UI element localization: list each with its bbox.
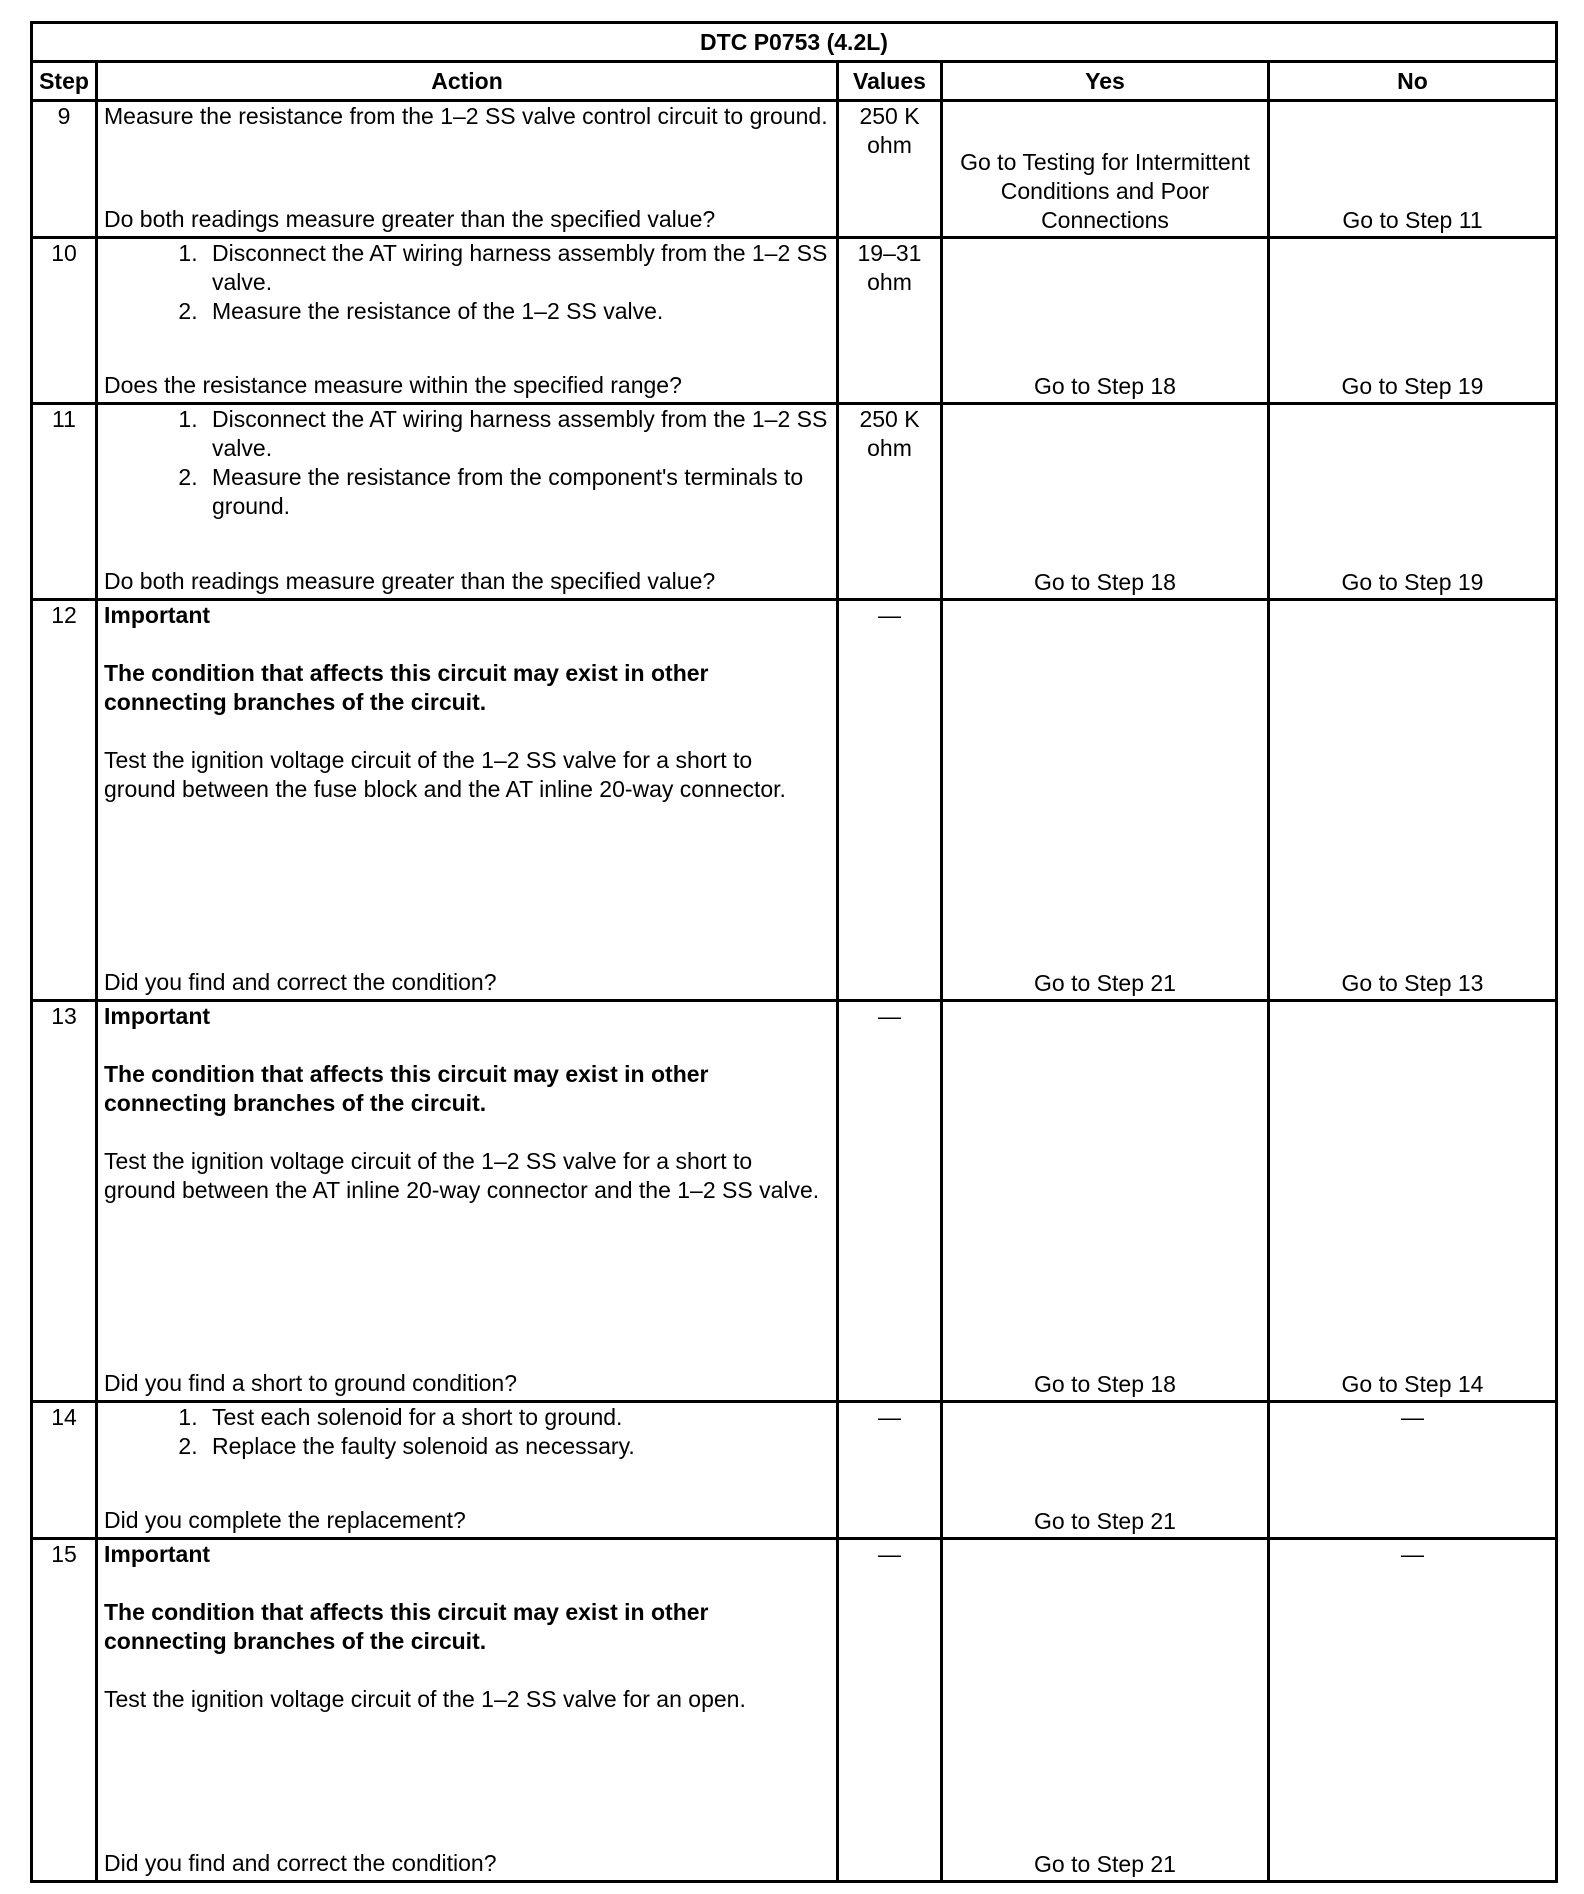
table-row — [32, 1539, 1557, 1882]
value-cell: — — [838, 1402, 942, 1539]
yes-link[interactable]: Go to Step 21 — [1034, 1851, 1176, 1877]
action-question: Do both readings measure greater than the specified value? — [104, 568, 716, 594]
no-link[interactable]: Go to Step 19 — [1341, 373, 1484, 399]
action-text: Measure the resistance from the 1–2 SS valve control circuit to ground. — [104, 103, 828, 129]
step-number: 12 — [32, 600, 97, 1001]
header-step: Step — [32, 62, 97, 101]
dtc-table — [30, 21, 1558, 1883]
value-cell: — — [838, 1001, 942, 1402]
yes-link[interactable]: Go to Step 18 — [1034, 569, 1176, 595]
step-number: 14 — [32, 1402, 97, 1539]
step-number: 11 — [32, 404, 97, 600]
no-cell: — — [1269, 1539, 1557, 1882]
important-label: Important — [104, 1003, 211, 1029]
value-cell: — — [838, 1539, 942, 1882]
header-yes: Yes — [942, 62, 1269, 101]
list-item: 2. Measure the resistance from the component's terminals to ground. — [204, 463, 830, 521]
table-row — [32, 1001, 1557, 1402]
table-row — [32, 600, 1557, 1001]
table-row — [32, 1402, 1557, 1539]
step-number: 10 — [32, 238, 97, 404]
action-list — [104, 405, 830, 521]
action-question: Do both readings measure greater than the specified value? — [104, 206, 716, 232]
action-question: Did you find and correct the condition? — [104, 969, 497, 995]
no-link[interactable]: Go to Step 11 — [1342, 207, 1483, 233]
yes-link[interactable]: Go to Testing for Intermittent Conditions and Poor Connections — [960, 149, 1250, 233]
value-cell: 19–31 ohm — [838, 238, 942, 404]
list-item: 2. Replace the faulty solenoid as necessary. — [204, 1432, 830, 1461]
action-text: Test the ignition voltage circuit of the 1–2 SS valve for a short to ground between the fuse block and the AT inline 20-way connector. — [104, 747, 786, 802]
action-question: Does the resistance measure within the specified range? — [104, 372, 682, 398]
table-title: DTC P0753 (4.2L) — [32, 23, 1557, 62]
header-action: Action — [97, 62, 838, 101]
step-number: 15 — [32, 1539, 97, 1882]
action-question: Did you complete the replacement? — [104, 1507, 466, 1533]
yes-link[interactable]: Go to Step 21 — [1034, 970, 1176, 996]
list-item: 1. Test each solenoid for a short to ground. — [204, 1403, 830, 1432]
no-cell: — — [1269, 1402, 1557, 1539]
important-note: The condition that affects this circuit may exist in other connecting branches of the circuit. — [104, 660, 709, 715]
step-number: 9 — [32, 101, 97, 238]
action-question: Did you find a short to ground condition? — [104, 1370, 517, 1396]
value-cell: 250 K ohm — [838, 101, 942, 238]
action-list — [104, 1403, 830, 1461]
list-item: 1. Disconnect the AT wiring harness assembly from the 1–2 SS valve. — [204, 405, 830, 463]
important-note: The condition that affects this circuit may exist in other connecting branches of the circuit. — [104, 1599, 709, 1654]
list-item: 1. Disconnect the AT wiring harness assembly from the 1–2 SS valve. — [204, 239, 830, 297]
important-label: Important — [104, 1541, 211, 1567]
no-link[interactable]: Go to Step 19 — [1341, 569, 1484, 595]
yes-link[interactable]: Go to Step 18 — [1034, 373, 1176, 399]
yes-link[interactable]: Go to Step 18 — [1034, 1371, 1176, 1397]
yes-link[interactable]: Go to Step 21 — [1034, 1508, 1176, 1534]
step-number: 13 — [32, 1001, 97, 1402]
action-question: Did you find and correct the condition? — [104, 1850, 497, 1876]
no-link[interactable]: Go to Step 14 — [1341, 1371, 1484, 1397]
header-values: Values — [838, 62, 942, 101]
table-row — [32, 238, 1557, 404]
table-row — [32, 404, 1557, 600]
table-row — [32, 101, 1557, 238]
value-cell: 250 K ohm — [838, 404, 942, 600]
list-item: 2. Measure the resistance of the 1–2 SS valve. — [204, 297, 830, 326]
header-no: No — [1269, 62, 1557, 101]
action-list — [104, 239, 830, 326]
value-cell: — — [838, 600, 942, 1001]
action-text: Test the ignition voltage circuit of the 1–2 SS valve for a short to ground between the AT inline 20-way connector and the 1–2 SS valve. — [104, 1148, 820, 1203]
important-label: Important — [104, 602, 211, 628]
important-note: The condition that affects this circuit may exist in other connecting branches of the circuit. — [104, 1061, 709, 1116]
no-link[interactable]: Go to Step 13 — [1341, 970, 1484, 996]
action-text: Test the ignition voltage circuit of the 1–2 SS valve for an open. — [104, 1686, 746, 1712]
